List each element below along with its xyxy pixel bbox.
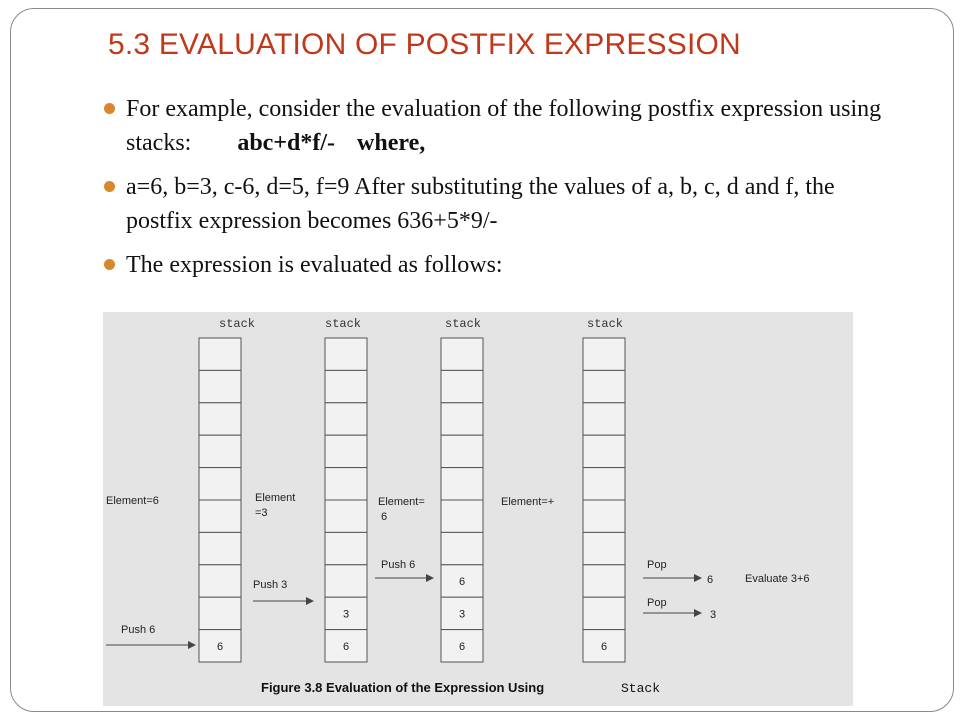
stack-cell bbox=[583, 565, 625, 597]
stack-cell bbox=[441, 338, 483, 370]
bullet-icon bbox=[104, 103, 115, 114]
stack-cell-value: 6 bbox=[600, 640, 608, 653]
push-label: Push 3 bbox=[253, 579, 288, 591]
stack-column bbox=[583, 338, 625, 662]
stack-cell bbox=[583, 468, 625, 500]
stack-header: stack bbox=[325, 317, 362, 331]
bullet-item bbox=[104, 92, 904, 160]
element-label: Element= bbox=[378, 496, 425, 508]
stack-cell bbox=[441, 435, 483, 467]
evaluate-label: Evaluate 3+6 bbox=[745, 573, 810, 585]
bullet-text: The expression is evaluated as follows: bbox=[126, 252, 503, 278]
stack-cell bbox=[325, 565, 367, 597]
popped-value: 3 bbox=[710, 609, 717, 621]
bullet-item bbox=[104, 248, 904, 282]
stack-column bbox=[441, 338, 483, 662]
stack-cell bbox=[583, 370, 625, 402]
stack-cell bbox=[583, 532, 625, 564]
stack-cell bbox=[199, 565, 241, 597]
stack-column bbox=[199, 338, 241, 662]
stack-header: stack bbox=[219, 317, 256, 331]
stack-cell bbox=[583, 597, 625, 629]
figure-caption-mono: Stack bbox=[621, 681, 661, 696]
pop-label: Pop bbox=[647, 597, 667, 609]
stack-header: stack bbox=[445, 317, 482, 331]
stack-cell bbox=[325, 500, 367, 532]
stack-cell bbox=[199, 338, 241, 370]
element-label: Element=6 bbox=[106, 495, 159, 507]
stack-cell bbox=[583, 435, 625, 467]
stack-cell-value: 3 bbox=[458, 608, 466, 621]
stack-cell bbox=[441, 370, 483, 402]
bullet-list bbox=[104, 92, 904, 282]
stack-cell bbox=[441, 532, 483, 564]
push-label: Push 6 bbox=[381, 559, 416, 571]
stack-cell-value: 6 bbox=[342, 640, 350, 653]
bullet-text: For example, consider the evaluation of the following postfix expression using stacks: bbox=[126, 96, 882, 156]
element-label: Element bbox=[255, 492, 296, 504]
stack-cell bbox=[199, 403, 241, 435]
stack-cell bbox=[583, 500, 625, 532]
popped-value: 6 bbox=[707, 574, 714, 586]
stack-cell bbox=[199, 435, 241, 467]
stack-cell bbox=[199, 370, 241, 402]
stack-cell bbox=[325, 338, 367, 370]
figure-caption: Figure 3.8 Evaluation of the Expression Using bbox=[261, 680, 545, 695]
stack-cell bbox=[441, 403, 483, 435]
element-label: =3 bbox=[255, 507, 268, 519]
bullet-icon bbox=[104, 181, 115, 192]
stack-cell bbox=[199, 500, 241, 532]
pop-label: Pop bbox=[647, 559, 667, 571]
stack-cell bbox=[325, 435, 367, 467]
stack-cell bbox=[583, 403, 625, 435]
stack-cell bbox=[199, 597, 241, 629]
stack-diagram bbox=[103, 312, 853, 706]
stack-cell bbox=[199, 468, 241, 500]
slide-title: 5.3 EVALUATION OF POSTFIX EXPRESSION bbox=[108, 28, 741, 61]
stack-figure bbox=[103, 312, 853, 706]
stack-cell bbox=[199, 532, 241, 564]
bullet-icon bbox=[104, 259, 115, 270]
where-label: where, bbox=[357, 130, 426, 156]
postfix-expression: abc+d*f/- bbox=[237, 130, 336, 156]
stack-cell bbox=[441, 500, 483, 532]
bullet-item bbox=[104, 170, 904, 238]
element-label: Element=+ bbox=[501, 496, 555, 508]
stack-cell-value: 3 bbox=[342, 608, 350, 621]
bullet-text: a=6, b=3, c-6, d=5, f=9 After substituting the values of a, b, c, d and f, the postfix expression becomes 636+5*9/- bbox=[126, 174, 835, 234]
stack-cell-value: 6 bbox=[458, 640, 466, 653]
stack-cell bbox=[583, 338, 625, 370]
stack-column bbox=[325, 338, 367, 662]
stack-cell bbox=[325, 370, 367, 402]
stack-cell-value: 6 bbox=[216, 640, 224, 653]
stack-cell bbox=[441, 468, 483, 500]
stack-cell bbox=[325, 468, 367, 500]
stack-cell bbox=[325, 532, 367, 564]
push-label: Push 6 bbox=[121, 624, 156, 636]
element-label: 6 bbox=[381, 511, 388, 523]
stack-cell bbox=[325, 403, 367, 435]
stack-cell-value: 6 bbox=[458, 576, 466, 588]
stack-header: stack bbox=[587, 317, 624, 331]
